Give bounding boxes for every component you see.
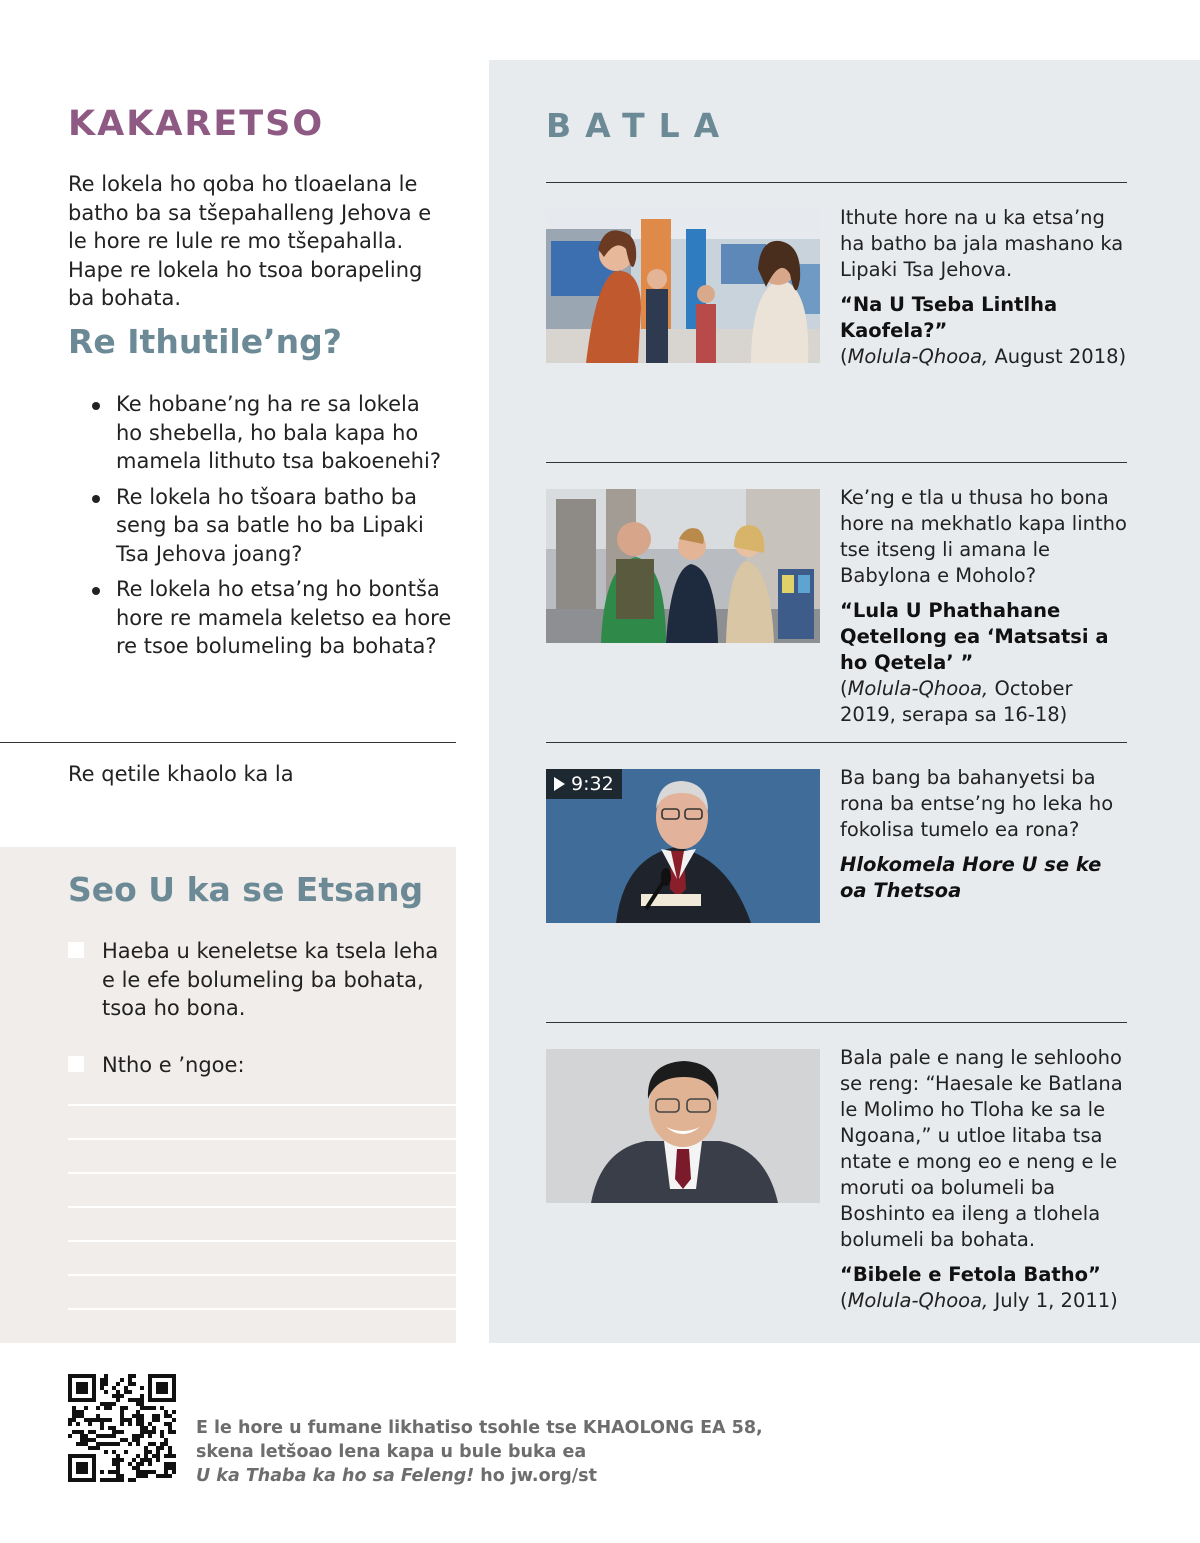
summary-text: Re lokela ho qoba ho tloaelana le batho ba sa tšepahalleng Jehova e le hore re lule re mo tšepahalla. Hape re lokela ho tsoa borapeling ba bohata. [68, 172, 432, 310]
entry-source: (Molula-Qhooa, August 2018) [840, 345, 1127, 368]
write-in-line[interactable] [68, 1138, 456, 1140]
todo-panel-background [0, 847, 456, 1343]
divider [546, 462, 1127, 463]
write-in-line[interactable] [68, 1308, 456, 1310]
finished-date-label: Re qetile khaolo ka la [68, 762, 294, 786]
list-item [92, 483, 452, 569]
qr-code-icon[interactable] [68, 1374, 176, 1482]
speaker-video-image[interactable] [546, 769, 820, 923]
source-date: October 2019, serapa sa 16-18) [840, 677, 1073, 726]
explore-heading: BATLA [546, 106, 734, 145]
write-in-line[interactable] [68, 1104, 456, 1106]
write-in-line[interactable] [68, 1240, 456, 1242]
source-publication: Molula-Qhooa, [847, 677, 989, 700]
entry-source: (Molula-Qhooa, July 1, 2011) [840, 1289, 1118, 1312]
learned-question-list [92, 390, 452, 668]
entry-description: Ba bang ba bahanyetsi ba rona ba entse’ng ho leka ho fokolisa tumelo ea rona? [840, 766, 1114, 841]
todo-item-text: Haeba u keneletse ka tsela leha e le efe bolumeling ba bohata, tsoa ho bona. [102, 939, 439, 1020]
magazine-stand-scene-image[interactable] [546, 209, 820, 363]
divider [0, 742, 456, 743]
explore-entry [840, 1045, 1132, 1314]
entry-description: Bala pale e nang le sehlooho se reng: “Haesale ke Batlana le Molimo ho Tloha ke sa le Ngoana,” u utloe litaba tsa ntate e mong eo e neng e le moruti oa bolumeli ba Boshinto ea ileng a tlohela bolumeli ba bohata. [840, 1046, 1123, 1251]
write-in-line[interactable] [68, 1206, 456, 1208]
portrait-icon [546, 1049, 820, 1203]
entry-title-link[interactable]: “Na U Tseba Lintlha Kaofela?” [840, 293, 1058, 342]
explore-entry [840, 485, 1132, 728]
entry-source: (Molula-Qhooa, October 2019, serapa sa 16-18) [840, 677, 1073, 726]
video-duration: 9:32 [571, 773, 614, 795]
video-play-badge[interactable] [546, 769, 622, 799]
photo-icon [546, 489, 820, 643]
checkbox[interactable] [68, 942, 84, 958]
source-date: July 1, 2011) [988, 1289, 1118, 1312]
footer-url: ho jw.org/st [474, 1466, 597, 1486]
source-publication: Molula-Qhooa, [847, 1289, 989, 1312]
bullet-icon [92, 495, 100, 503]
bullet-icon [92, 402, 100, 410]
list-item [92, 575, 452, 661]
divider [546, 1022, 1127, 1023]
divider [546, 742, 1127, 743]
footer-line: E le hore u fumane likhatiso tsohle tse KHAOLONG EA 58, [196, 1418, 763, 1438]
explore-entry [840, 205, 1132, 370]
footer-line [196, 1464, 763, 1488]
divider [546, 182, 1127, 183]
write-in-line[interactable] [68, 1172, 456, 1174]
street-witnessing-image[interactable] [546, 489, 820, 643]
qr-code-graphic [68, 1374, 176, 1482]
todo-item[interactable] [68, 937, 448, 1023]
checkbox[interactable] [68, 1056, 84, 1072]
entry-title-link[interactable]: Hlokomela Hore U se ke oa Thetsoa [840, 853, 1102, 902]
entry-description: Ithute hore na u ka etsa’ng ha batho ba jala mashano ka Lipaki Tsa Jehova. [840, 206, 1124, 281]
question-text: Ke hobane’ng ha re sa lokela ho shebella, ho bala kapa ho mamela lithuto tsa bakoenehi? [116, 392, 441, 473]
book-title-link[interactable]: U ka Thaba ka ho sa Feleng! [196, 1466, 475, 1486]
source-date: August 2018) [988, 345, 1127, 368]
todo-item-text: Ntho e ’ngoe: [102, 1053, 245, 1077]
illustration-icon [546, 209, 820, 363]
source-publication: Molula-Qhooa, [847, 345, 989, 368]
footer-note [196, 1416, 763, 1488]
entry-description: Ke’ng e tla u thusa ho bona hore na mekhatlo kapa lintho tse itseng li amana le Babylona e Moholo? [840, 486, 1127, 587]
play-icon [554, 777, 565, 791]
todo-item[interactable] [68, 1051, 448, 1080]
entry-title-link[interactable]: “Lula U Phathahane Qetellong ea ‘Matsatsi a ho Qetela’ ” [840, 599, 1109, 674]
question-text: Re lokela ho etsa’ng ho bontša hore re mamela keletso ea hore re tsoe bolumeling ba bohata? [116, 577, 452, 658]
footer-line: skena letšoao lena kapa u bule buka ea [196, 1442, 587, 1462]
todo-heading: Seo U ka se Etsang [68, 870, 424, 909]
entry-title-link[interactable]: “Bibele e Fetola Batho” [840, 1263, 1101, 1286]
write-in-line[interactable] [68, 1274, 456, 1276]
summary-heading: KAKARETSO [68, 104, 325, 144]
explore-entry [840, 765, 1132, 904]
list-item [92, 390, 452, 476]
question-text: Re lokela ho tšoara batho ba seng ba sa batle ho ba Lipaki Tsa Jehova joang? [116, 484, 424, 566]
learned-heading: Re Ithutile’ng? [68, 322, 342, 361]
portrait-man-image[interactable] [546, 1049, 820, 1203]
bullet-icon [92, 587, 100, 595]
